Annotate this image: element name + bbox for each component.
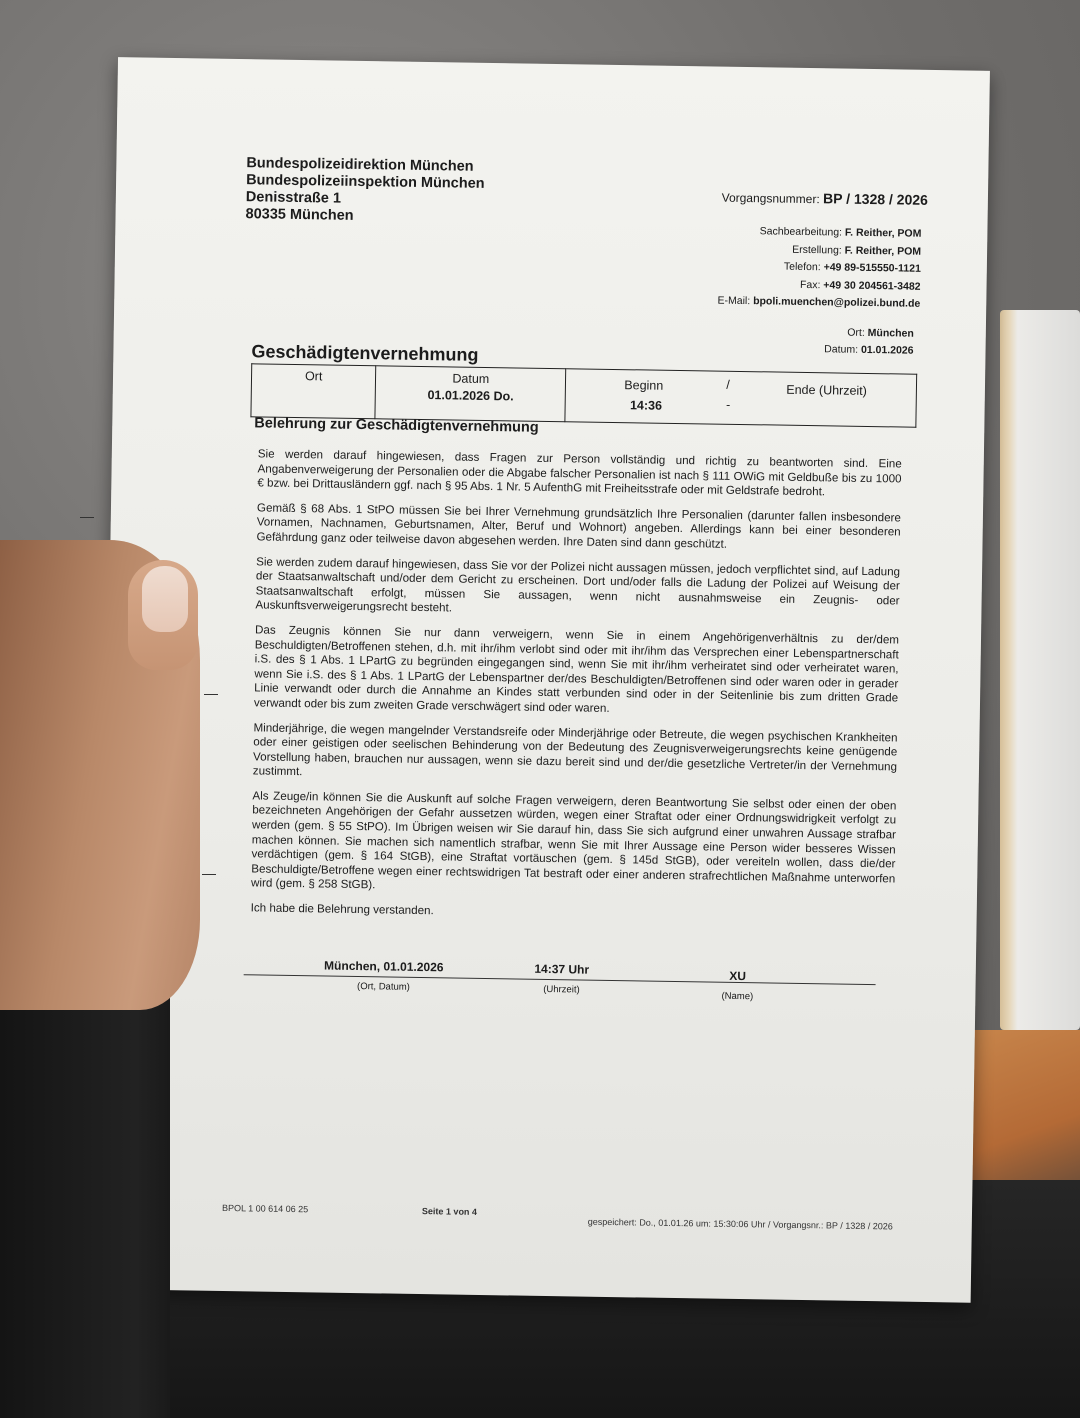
signature-row	[243, 957, 876, 1007]
sender-address	[245, 155, 485, 227]
fold-mark	[80, 517, 94, 518]
time-separator: /	[726, 377, 730, 392]
acknowledgement-text: Ich habe die Belehrung verstanden.	[250, 901, 434, 918]
signature-place-date: München, 01.01.2026	[323, 958, 444, 975]
sender-city: 80335 München	[245, 206, 354, 224]
datum-label: Datum:	[824, 343, 859, 356]
beginn-value: 14:36	[629, 398, 663, 413]
telefon-value: +49 89-515550-1121	[823, 261, 921, 275]
background-table	[1000, 310, 1080, 1030]
signature-name: XU	[729, 968, 747, 984]
erstellung-label: Erstellung:	[792, 243, 842, 257]
telefon-label: Telefon:	[783, 260, 821, 274]
thumb-nail	[142, 566, 188, 632]
ort-label: Ort:	[847, 326, 865, 339]
sender-street: Denisstraße 1	[245, 189, 342, 207]
place-date-block	[824, 324, 914, 359]
paragraph: Sie werden zudem darauf hingewiesen, dass Sie vor der Polizei nicht aussagen müssen, jedoch verpflichtet sind, auf Ladung der Staatsanwaltschaft und/oder dem Gericht zu erscheinen. Dort und/oder falls die Ladung der Polizei auf Weisung der Staatsanwaltschaft erfolgt, müssen Sie aussagen, wenn nicht ausnahmsweise ein Zeugnis- oder Auskunftsverweigerungsrecht besteht.	[255, 554, 901, 615]
datum-value: 01.01.2026	[860, 343, 914, 357]
datum-column-value: 01.01.2026 Do.	[427, 388, 514, 404]
instruction-text	[250, 447, 901, 936]
cell-beginn-ende	[565, 369, 916, 428]
cell-ort	[251, 364, 376, 419]
ort-value: München	[867, 326, 914, 340]
paragraph: Das Zeugnis können Sie nur dann verweigern, wenn Sie in einem Angehörigenverhältnis zu der/dem Beschuldigten/Betroffenen stehen, d.h. mit ihr/ihm verlobt sind oder mit ihr/ihm das Versprechen einer Lebenspartnerschaft i.S. des § 1 Abs. 1 LPartG zu begründen eingegangen sind, wenn Sie mit ihr/ihm verheiratet sind oder verheiratet waren, wenn Sie i.S. des § 1 Abs. 1 LPartG der Lebenspartner der/des Beschuldigten/Betroffenen sind oder waren oder in gerader Linie verwandt oder durch die Annahme an Kindes statt verbunden sind oder in der Seitenlinie bis zum dritten Grade verwandt oder bis zum zweiten Grade verschwägert sind oder waren.	[253, 623, 900, 715]
case-number	[722, 189, 928, 208]
case-number-value: BP / 1328 / 2026	[822, 190, 929, 208]
paragraph: Gemäß § 68 Abs. 1 StPO müssen Sie bei Ihrer Vernehmung grundsätzlich Ihre Personalien (darunter fallen insbesondere Vornamen, Nachnamen, Geburtsnamen, Alter, Beruf und Wohnort) angeben. Allerdings kann bei einer besonderen Gefährdung ganz oder teilweise davon abgesehen werden. Ihre Daten sind dann geschützt.	[256, 501, 902, 551]
signature-time: 14:37 Uhr	[534, 961, 590, 977]
signature-place-date-label: (Ort, Datum)	[357, 981, 410, 993]
cell-datum	[375, 366, 566, 422]
signature-name-label: (Name)	[721, 990, 754, 1003]
erstellung-value: F. Reither, POM	[844, 244, 922, 258]
paragraph: Minderjährige, die wegen mangelnder Verstandsreife oder Minderjährige oder Betreute, die wegen psychischen Krankheiten oder einer geistigen oder seelischen Behinderung von der Bedeutung des Zeugnisverweigerungsrechts keine genügende Vorstellung haben, brauchen nur aussagen, wenn sie dazu bereit sind und der/die gesetzliche Vertreter/in der Vernehmung zustimmt.	[252, 720, 898, 779]
paragraph: Sie werden darauf hingewiesen, dass Fragen zur Person vollständig und richtig zu beantworten sind. Eine Angabenverweigerung der Personalien oder die Abgabe falscher Personalien ist nach § 111 OWiG mit Geldbuße bis zu 1000 € bzw. bei Drittausländern ggf. nach § 95 Abs. 1 Nr. 5 AufenthG mit Freiheitsstrafe oder mit Geldstrafe bedroht.	[257, 447, 902, 499]
document-sheet	[99, 57, 990, 1303]
sachbearbeitung-label: Sachbearbeitung:	[759, 225, 843, 239]
email-label: E-Mail:	[717, 294, 751, 308]
footer-form-id: BPOL 1 00 614 06 25	[221, 1202, 309, 1215]
fax-value: +49 30 204561-3482	[823, 278, 921, 293]
fold-mark	[202, 874, 216, 875]
contact-block	[717, 223, 921, 314]
footer-saved-info: gespeichert: Do., 01.01.26 um: 15:30:06 Uhr / Vorgangsnr.: BP / 1328 / 2026	[587, 1216, 893, 1232]
section-title: Belehrung zur Geschädigtenvernehmung	[254, 415, 539, 436]
sachbearbeitung-value: F. Reither, POM	[844, 226, 922, 240]
document-title: Geschädigtenvernehmung	[251, 341, 479, 365]
signature-time-label: (Uhrzeit)	[543, 983, 580, 996]
ende-value: -	[725, 397, 731, 412]
sender-line1: Bundespolizeidirektion München	[246, 155, 474, 175]
email-value: bpoli.muenchen@polizei.bund.de	[753, 295, 921, 310]
fold-mark	[204, 694, 218, 695]
fax-label: Fax:	[799, 278, 821, 291]
footer-page-number: Seite 1 von 4	[421, 1206, 478, 1217]
sender-line2: Bundespolizeiinspektion München	[246, 172, 485, 192]
datum-column-label: Datum	[452, 371, 490, 387]
ende-label: Ende (Uhrzeit)	[786, 382, 867, 398]
ort-column-label: Ort	[304, 369, 323, 384]
paragraph: Als Zeuge/in können Sie die Auskunft auf solche Fragen verweigern, deren Beantwortung Sie selbst oder einen der oben bezeichneten Angehörigen der Gefahr aussetzen würden, wegen einer Straftat oder einer Ordnungswidrigkeit verfolgt zu werden (gem. § 55 StPO). Im Übrigen weisen wir Sie darauf hin, dass Sie sich aufgrund einer unwahren Aussage strafbar machen können. Sie machen sich namentlich strafbar, wenn Sie mit Ihrer Aussage eine Person wider besseres Wissen verdächtigen (gem. § 164 StGB), eine Straftat vortäuschen (gem. § 145d StGB), oder vereiteln wollen, dass die/der Beschuldigte/Betroffene wegen einer rechtswidrigen Tat bestraft oder einer anderen strafrechtlichen Maßnahme unterworfen wird (gem. § 258 StGB).	[250, 789, 897, 892]
beginn-label: Beginn	[624, 378, 664, 393]
case-number-label: Vorgangsnummer:	[721, 190, 820, 207]
